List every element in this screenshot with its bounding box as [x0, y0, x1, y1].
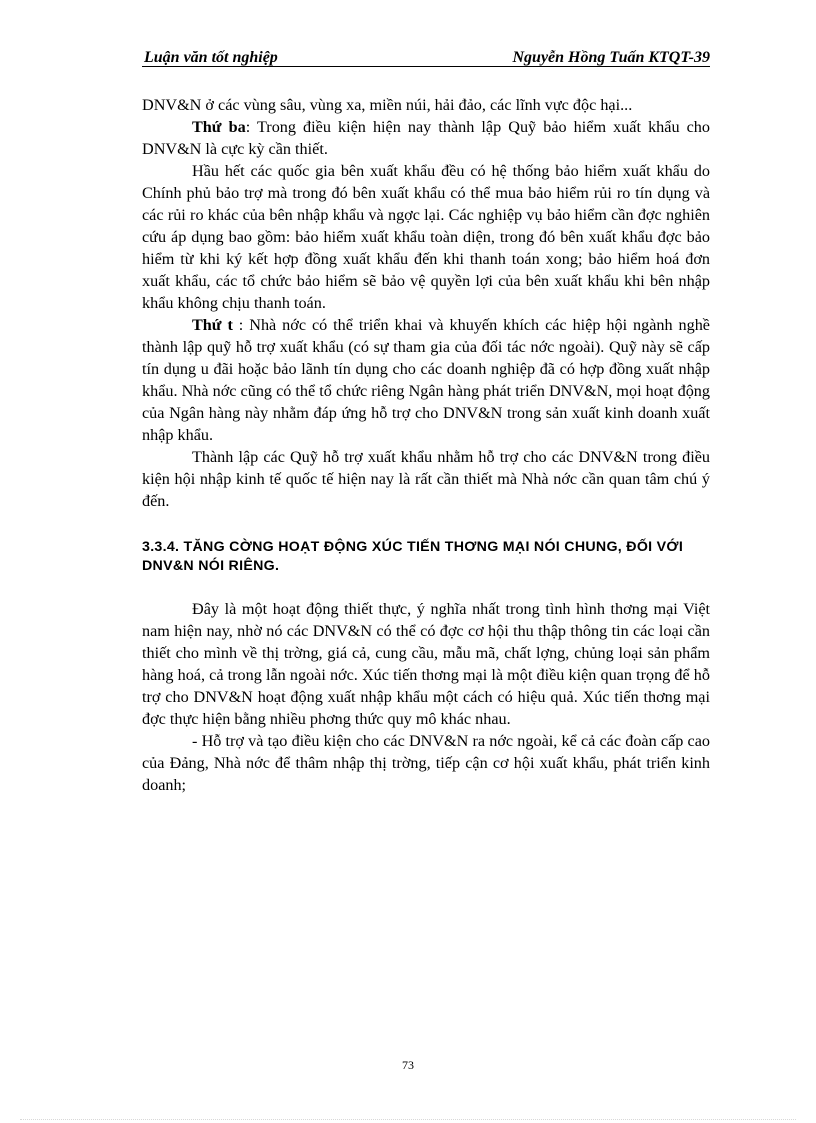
paragraph: - Hỗ trợ và tạo điều kiện cho các DNV&N ra nớc ngoài, kể cả các đoàn cấp cao của Đảng, Nhà nớc để thâm nhập thị trờng, tiếp cận cơ hội xuất khẩu, phát triển kinh doanh;	[142, 732, 710, 794]
paragraph-lead: Thứ t	[192, 316, 233, 334]
page-header	[142, 50, 710, 67]
page-body	[142, 94, 710, 796]
paragraph: Thành lập các Quỹ hỗ trợ xuất khẩu nhằm hỗ trợ cho các DNV&N trong điều kiện hội nhập kinh tế quốc tế hiện nay là rất cần thiết mà Nhà nớc cần quan tâm chú ý đến.	[142, 448, 710, 510]
header-author: Nguyễn Hồng Tuấn KTQT-39	[512, 49, 710, 66]
paragraph: DNV&N ở các vùng sâu, vùng xa, miền núi, hải đảo, các lĩnh vực độc hại...	[142, 96, 633, 114]
page-bottom-divider	[20, 1119, 796, 1120]
section-heading: 3.3.4. TĂNG CỜNG HOẠT ĐỘNG XÚC TIẾN THƠNG MẠI NÓI CHUNG, ĐỐI VỚI DNV&N NÓI RIÊNG.	[142, 539, 684, 574]
paragraph: Đây là một hoạt động thiết thực, ý nghĩa nhất trong tình hình thơng mại Việt nam hiện nay, nhờ nó các DNV&N có thể có đợc cơ hội thu thập thông tin các loại cần thiết cho mình về thị trờng, giá cả, cung cầu, mẫu mã, chất lợng, chủng loại sản phẩm hàng hoá, cả trong lẫn ngoài nớc. Xúc tiến thơng mại là một điều kiện quan trọng để hỗ trợ cho DNV&N hoạt động xuất nhập khẩu một cách có hiệu quả. Xúc tiến thơng mại đợc thực hiện bằng nhiều phơng thức quy mô khác nhau.	[142, 600, 710, 728]
page-number: 73	[402, 1058, 414, 1072]
paragraph-lead: Thứ ba	[192, 118, 246, 136]
paragraph: Thứ t : Nhà nớc có thể triển khai và khuyến khích các hiệp hội ngành nghề thành lập quỹ hỗ trợ xuất khẩu (có sự tham gia của đối tác nớc ngoài). Quỹ này sẽ cấp tín dụng u đãi hoặc bảo lãnh tín dụng cho các doanh nghiệp đã có hợp đồng xuất nhập khẩu. Nhà nớc cũng có thể tổ chức riêng Ngân hàng phát triển DNV&N, mọi hoạt động của Ngân hàng này nhằm đáp ứng hỗ trợ cho DNV&N trong sản xuất kinh doanh xuất nhập khẩu.	[142, 316, 710, 444]
paragraph: Thứ ba: Trong điều kiện hiện nay thành lập Quỹ bảo hiểm xuất khẩu cho DNV&N là cực kỳ cần thiết.	[142, 118, 710, 158]
paragraph: Hầu hết các quốc gia bên xuất khẩu đều có hệ thống bảo hiểm xuất khẩu do Chính phủ bảo trợ mà trong đó bên xuất khẩu có thể mua bảo hiểm rủi ro tín dụng và các rủi ro khác của bên nhập khẩu và ngợc lại. Các nghiệp vụ bảo hiểm cần đợc nghiên cứu áp dụng bao gồm: bảo hiểm xuất khẩu toàn diện, trong đó bên xuất khẩu đợc bảo hiểm từ khi ký kết hợp đồng xuất khẩu đến khi thanh toán xong; bảo hiểm hoá đơn xuất khẩu, các tổ chức bảo hiểm sẽ bảo vệ quyền lợi của bên xuất khẩu khi bên nhập khẩu không chịu thanh toán.	[142, 162, 710, 312]
header-thesis-label: Luận văn tốt nghiệp	[144, 49, 278, 66]
